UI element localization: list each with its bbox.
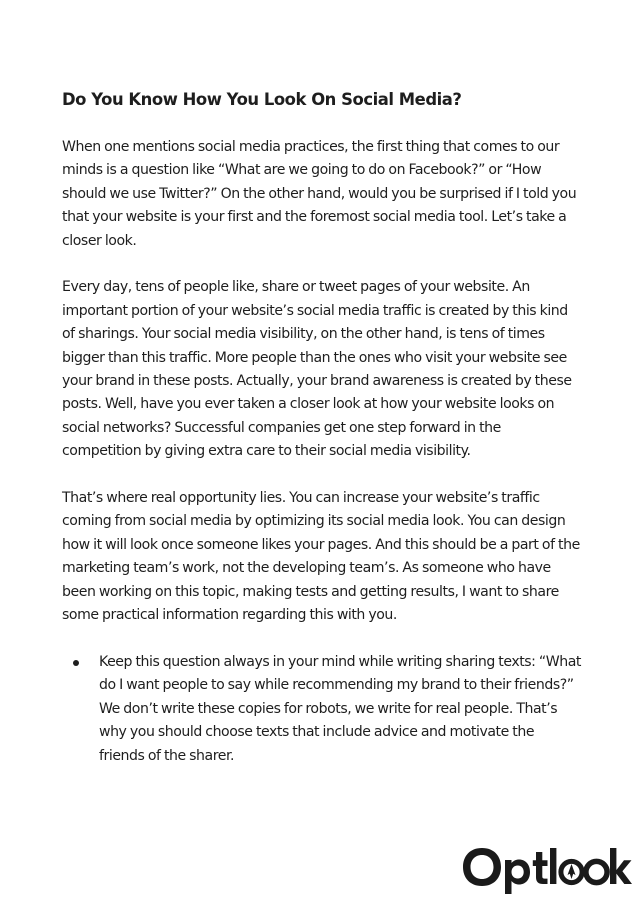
list-item — [62, 651, 582, 768]
logo-letter-o-small — [586, 861, 607, 882]
paragraph-intro: When one mentions social media practices, the first thing that comes to our minds is a question like “What are we going to do on Facebook?” or “How should we use Twitter?” On the other hand, would you be surprised if I told you that your website is your first and the foremost social media tool. Let’s take a closer look. — [62, 139, 577, 249]
paragraph-opportunity: That’s where real opportunity lies. You can increase your website’s traffic coming from social media by optimizing its social media look. You can design how it will look once someone likes your pages. And this should be a part of the marketing team’s work, not the developing team’s. As someone who have been working on this topic, making tests and getting results, I want to share some practical information regarding this with you. — [62, 490, 580, 624]
logo-letter-p — [505, 860, 530, 895]
logo-letter-k — [610, 848, 632, 884]
optlook-logo — [460, 842, 632, 894]
logo-letter-o — [463, 848, 501, 886]
document-title: Do You Know How You Look On Social Media? — [62, 90, 462, 109]
logo-letter-t — [533, 852, 548, 884]
logo-letter-l — [550, 848, 556, 884]
tips-list — [62, 651, 582, 768]
document-page — [62, 88, 582, 768]
bullet-icon — [73, 660, 79, 666]
list-item-text: Keep this question always in your mind while writing sharing texts: “What do I want people to say while recommending my brand to their friends?” We don’t write these copies for robots, we write for real people. That’s why you should choose texts that include advice and motivate the friends of the sharer. — [99, 653, 581, 764]
rocket-icon — [561, 861, 582, 882]
paragraph-sharing: Every day, tens of people like, share or tweet pages of your website. An important portion of your website’s social media traffic is created by this kind of sharings. Your social media visibility, on the other hand, is tens of times bigger than this traffic. More people than the ones who visit your website see your brand in these posts. Actually, your brand awareness is created by these posts. Well, have you ever taken a closer look at how your website looks on social networks? Successful companies get one step forward in the competition by giving extra care to their social media visibility. — [62, 279, 572, 460]
